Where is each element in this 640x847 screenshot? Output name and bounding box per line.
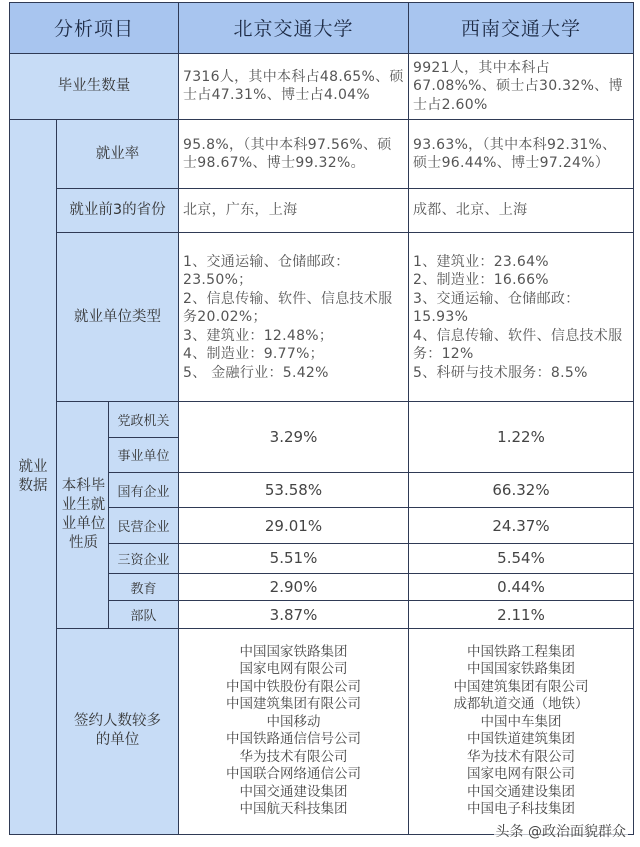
list-item: 2、制造业：16.66% [413, 272, 549, 289]
list-item: 1、交通运输、仓储邮政：23.50%； [183, 253, 350, 289]
unit-types-row [10, 233, 634, 402]
list-item: 中国中铁股份有限公司 [226, 678, 361, 695]
comparison-table [9, 2, 634, 835]
nature-row-party [10, 402, 634, 437]
unit-types-label: 就业单位类型 [57, 233, 179, 402]
list-item: 5、 金融行业：5.42% [183, 364, 329, 381]
top-provinces-row [10, 188, 634, 232]
employment-rate-label: 就业率 [57, 120, 179, 189]
list-item: 国家电网有限公司 [239, 661, 348, 678]
list-item: 华为技术有限公司 [467, 748, 575, 765]
list-item: 4、制造业：9.77%； [183, 346, 324, 363]
employment-rate-a: 95.8%，（其中本科97.56%、硕士98.67%、博士99.32%。 [179, 120, 409, 189]
signed-units-b [409, 628, 634, 834]
list-item: 4、信息传输、软件、信息技术服务：12% [413, 327, 623, 363]
list-item: 5、科研与技术服务：8.5% [413, 364, 588, 381]
header-school-a: 北京交通大学 [179, 3, 409, 54]
list-item: 国家电网有限公司 [467, 766, 575, 783]
graduates-a: 7316人，其中本科占48.65%、硕士占47.31%、博士占4.04% [179, 53, 409, 120]
nature-foreign-b: 5.54% [409, 543, 634, 573]
graduates-b: 9921人，其中本科占67.08%%、硕士占30.32%、博士占2.60% [409, 53, 634, 120]
list-item: 中国中车集团 [480, 713, 562, 730]
employment-rate-row [10, 120, 634, 189]
list-item: 3、建筑业：12.48%； [183, 327, 334, 344]
employment-group-label: 就业数据 [10, 120, 57, 835]
signed-units-row [10, 628, 634, 834]
signed-units-a [179, 628, 409, 834]
header-item: 分析项目 [10, 3, 179, 54]
nature-group-label: 本科毕业生就业单位性质 [57, 402, 109, 628]
top-provinces-b: 成都、北京、上海 [409, 188, 634, 232]
list-item: 中国航天科技集团 [239, 801, 348, 818]
list-item: 中国交通建设集团 [467, 783, 575, 800]
nature-education-b: 0.44% [409, 574, 634, 601]
list-item: 中国国家铁路集团 [467, 661, 575, 678]
list-item: 2、信息传输、软件、信息技术服务20.02%； [183, 290, 393, 326]
list-item: 中国国家铁路集团 [239, 643, 348, 660]
list-item: 中国铁路通信信号公司 [226, 731, 361, 748]
graduates-label: 毕业生数量 [10, 53, 179, 120]
nature-label-education: 教育 [109, 574, 179, 601]
list-item: 中国建筑集团有限公司 [226, 696, 361, 713]
nature-label-foreign: 三资企业 [109, 543, 179, 573]
list-item: 中国铁道建筑集团 [467, 731, 575, 748]
nature-party-a: 3.29% [179, 402, 409, 473]
employment-rate-b: 93.63%，（其中本科92.31%、硕士96.44%、博士97.24%） [409, 120, 634, 189]
nature-party-b: 1.22% [409, 402, 634, 473]
nature-private-a: 29.01% [179, 508, 409, 543]
list-item: 成都轨道交通（地铁） [453, 696, 589, 713]
header-school-b: 西南交通大学 [409, 3, 634, 54]
nature-education-a: 2.90% [179, 574, 409, 601]
nature-army-b: 2.11% [409, 601, 634, 628]
top-provinces-a: 北京，广东，上海 [179, 188, 409, 232]
nature-foreign-a: 5.51% [179, 543, 409, 573]
list-item: 中国移动 [266, 713, 321, 730]
nature-label-army: 部队 [109, 601, 179, 628]
list-item: 1、建筑业：23.64% [413, 253, 549, 270]
signed-units-label: 签约人数较多的单位 [57, 628, 179, 834]
list-item: 中国联合网络通信公司 [226, 766, 361, 783]
header-row [10, 3, 634, 54]
nature-army-a: 3.87% [179, 601, 409, 628]
nature-label-party: 党政机关 [109, 402, 179, 437]
nature-label-soe: 国有企业 [109, 473, 179, 508]
nature-soe-b: 66.32% [409, 473, 634, 508]
list-item: 3、交通运输、仓储邮政：15.93% [413, 290, 580, 326]
nature-soe-a: 53.58% [179, 473, 409, 508]
unit-types-b [409, 233, 634, 402]
list-item: 中国交通建设集团 [239, 783, 348, 800]
graduates-row [10, 53, 634, 120]
list-item: 中国建筑集团有限公司 [453, 678, 589, 695]
nature-private-b: 24.37% [409, 508, 634, 543]
list-item: 中国电子科技集团 [467, 801, 575, 818]
list-item: 华为技术有限公司 [239, 748, 348, 765]
top-provinces-label: 就业前3的省份 [57, 188, 179, 232]
nature-label-institution: 事业单位 [109, 437, 179, 472]
list-item: 中国铁路工程集团 [467, 643, 575, 660]
nature-label-private: 民营企业 [109, 508, 179, 543]
unit-types-a [179, 233, 409, 402]
watermark: 头条 @政治面貌群众 [494, 821, 628, 841]
